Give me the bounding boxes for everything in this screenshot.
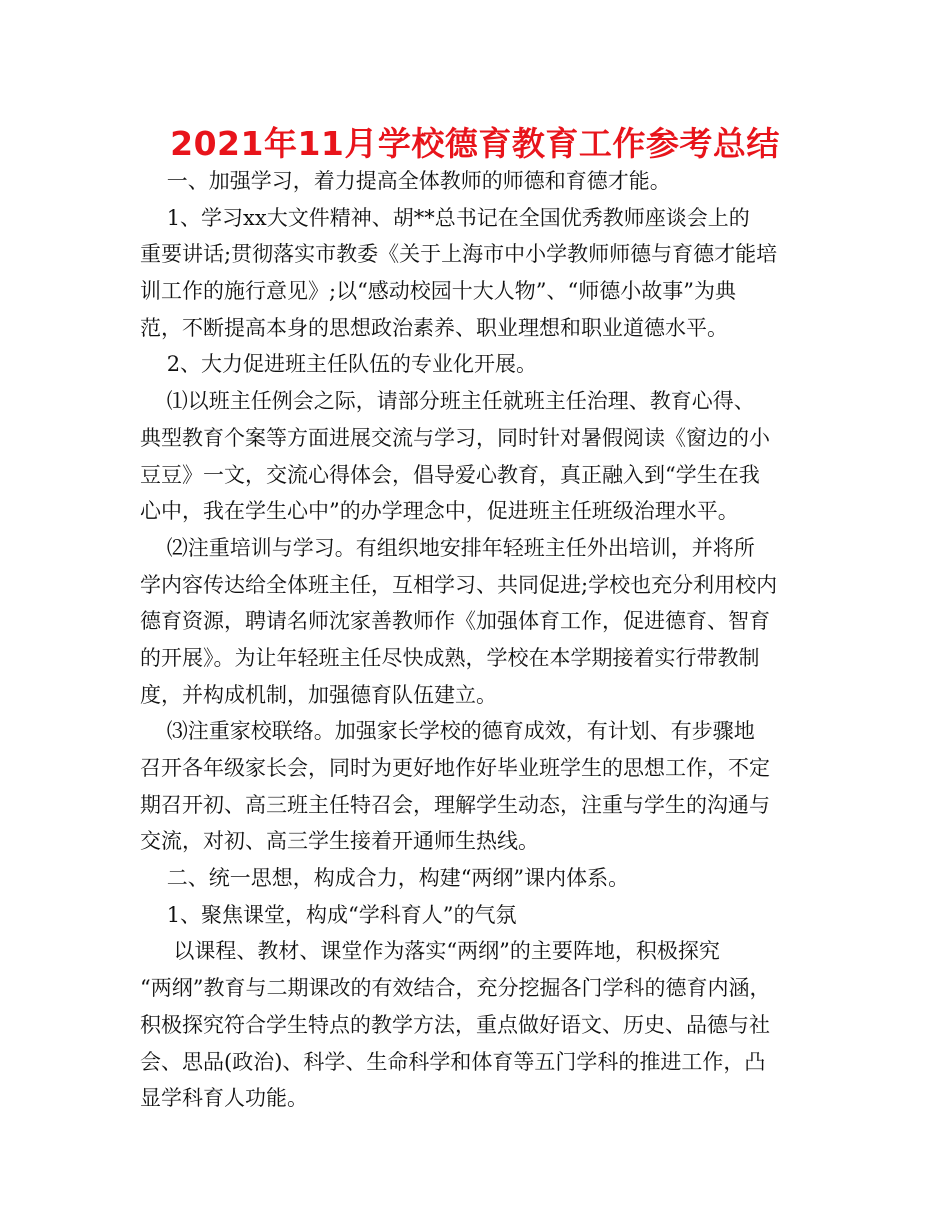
paragraph-line: 豆豆》一文，交流心得体会，倡导爱心教育，真正融入到“学生在我 (140, 462, 760, 487)
paragraph-line: 交流，对初、高三学生接着开通师生热线。 (140, 829, 539, 854)
paragraph-line: 积极探究符合学生特点的教学方法，重点做好语文、历史、品德与社 (140, 1012, 770, 1037)
paragraph-line: 会、思品(政治)、科学、生命科学和体育等五门学科的推进工作，凸 (140, 1049, 766, 1074)
paragraph-line: 学内容传达给全体班主任，互相学习、共同促进;学校也充分利用校内 (140, 572, 778, 597)
paragraph-line: 的开展》。为让年轻班主任尽快成熟，学校在本学期接着实行带教制 (140, 645, 760, 670)
paragraph-line: 显学科育人功能。 (140, 1086, 308, 1111)
paragraph-line: 二、统一思想，构成合力，构建“两纲”课内体系。 (140, 866, 630, 891)
paragraph-line: 一、加强学习，着力提高全体教师的师德和育德才能。 (140, 169, 671, 193)
paragraph-line: 训工作的施行意见》;以“感动校园十大人物”、“师德小故事”为典 (140, 279, 737, 304)
paragraph-line: 1、聚焦课堂，构成“学科育人”的气氛 (140, 902, 517, 927)
paragraph-line: 召开各年级家长会，同时为更好地作好毕业班学生的思想工作，不定 (140, 756, 770, 780)
paragraph-line: 重要讲话;贯彻落实市教委《关于上海市中小学教师师德与育德才能培 (140, 242, 778, 267)
paragraph-line: 以课程、教材、课堂作为落实“两纲”的主要阵地，积极探究 (140, 939, 720, 964)
paragraph-line: 德育资源，聘请名师沈家善教师作《加强体育工作，促进德育、智育 (140, 609, 770, 634)
paragraph-line: 范，不断提高本身的思想政治素养、职业理想和职业道德水平。 (140, 315, 728, 340)
paragraph-line: 心中，我在学生心中”的办学理念中，促进班主任班级治理水平。 (140, 499, 739, 524)
paragraph-line: ⑶注重家校联络。加强家长学校的德育成效，有计划、有步骤地 (140, 719, 755, 744)
paragraph-line: 度，并构成机制，加强德育队伍建立。 (140, 682, 497, 707)
document-title: 2021年11月学校德育教育工作参考总结 (170, 124, 780, 163)
paragraph-line: 期召开初、高三班主任特召会，理解学生动态，注重与学生的沟通与 (140, 792, 770, 817)
paragraph-line: 2、大力促进班主任队伍的专业化开展。 (140, 352, 538, 377)
paragraph-line: “两纲”教育与二期课改的有效结合，充分挖掘各门学科的德育内涵， (140, 976, 771, 1001)
paragraph-line: ⑴以班主任例会之际，请部分班主任就班主任治理、教育心得、 (140, 389, 755, 414)
paragraph-line: 1、学习xx大文件精神、胡**总书记在全国优秀教师座谈会上的 (140, 205, 750, 230)
paragraph-line: ⑵注重培训与学习。有组织地安排年轻班主任外出培训，并将所 (140, 535, 755, 560)
paragraph-line: 典型教育个案等方面进展交流与学习，同时针对暑假阅读《窗边的小 (140, 425, 770, 450)
document-body (140, 163, 820, 1117)
